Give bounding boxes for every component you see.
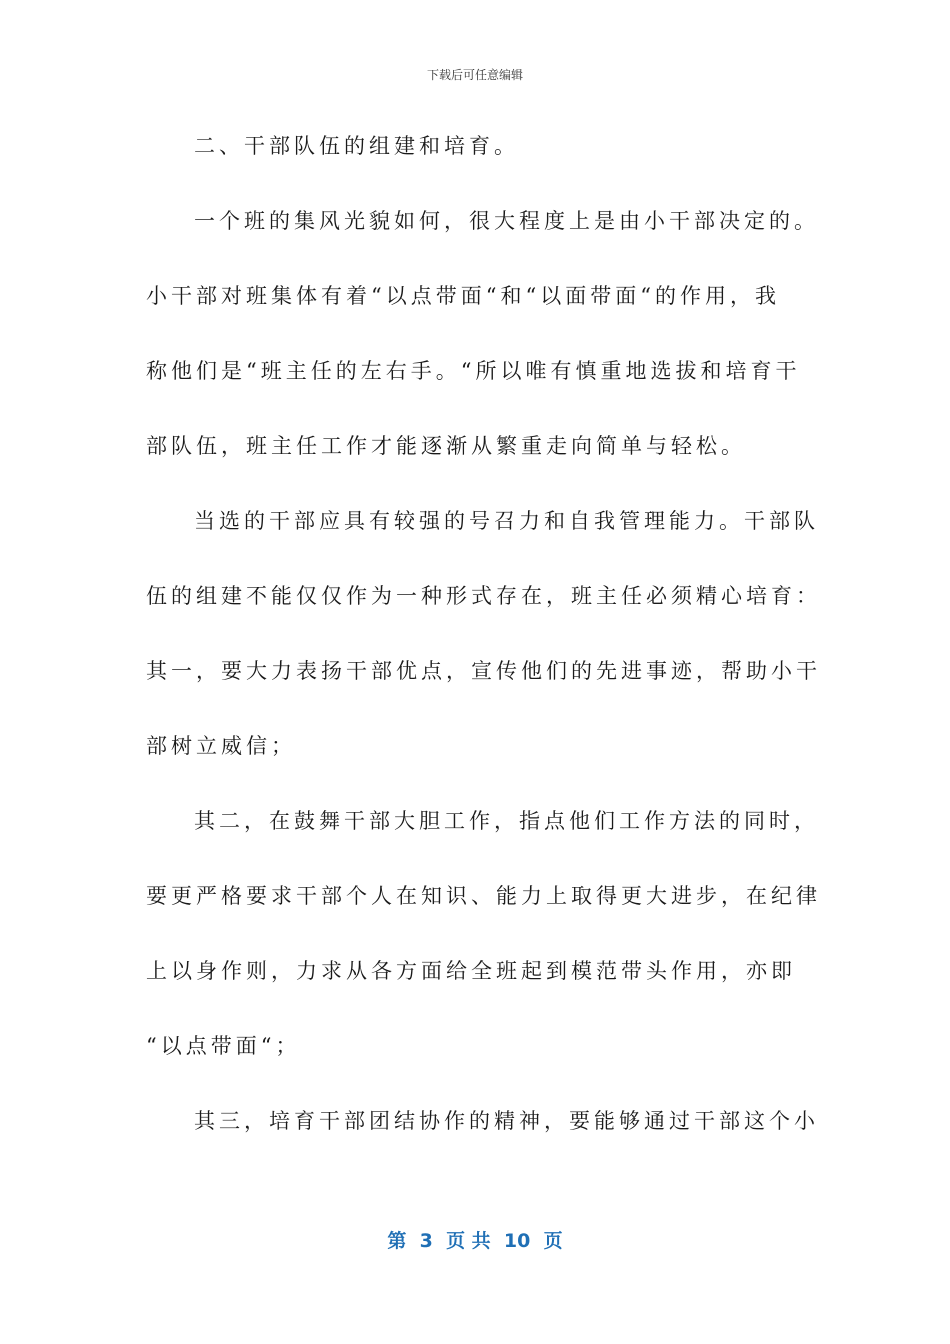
paragraph-line: 一个班的集风光貌如何，很大程度上是由小干部决定的。: [194, 209, 819, 233]
paragraph-line: 部队伍，班主任工作才能逐渐从繁重走向简单与轻松。: [146, 434, 746, 458]
paragraph-line: 当选的干部应具有较强的号召力和自我管理能力。干部队: [194, 509, 819, 533]
paragraph-line: 要更严格要求干部个人在知识、能力上取得更大进步，在纪律: [146, 884, 821, 908]
paragraph-line: 小干部对班集体有着“以点带面“和“以面带面“的作用，我: [146, 284, 780, 308]
paragraph-line: 伍的组建不能仅仅作为一种形式存在，班主任必须精心培育：: [146, 584, 821, 608]
paragraph-line: 称他们是“班主任的左右手。“所以唯有慎重地选拔和培育干: [146, 359, 801, 383]
paragraph-line: 上以身作则，力求从各方面给全班起到模范带头作用，亦即: [146, 959, 796, 983]
header-note: 下载后可任意编辑: [426, 68, 523, 82]
paragraph-line: 其三，培育干部团结协作的精神，要能够通过干部这个小: [194, 1109, 819, 1133]
paragraph-line: 其一，要大力表扬干部优点，宣传他们的先进事迹，帮助小干: [146, 659, 821, 683]
paragraph-line: 部树立威信；: [146, 734, 296, 758]
paragraph-line: 其二，在鼓舞干部大胆工作，指点他们工作方法的同时，: [194, 809, 819, 833]
page-number-footer: 第 3 页 共 10 页: [387, 1230, 563, 1252]
paragraph-line: 二、干部队伍的组建和培育。: [194, 134, 519, 158]
paragraph-line: “以点带面“；: [146, 1034, 301, 1058]
